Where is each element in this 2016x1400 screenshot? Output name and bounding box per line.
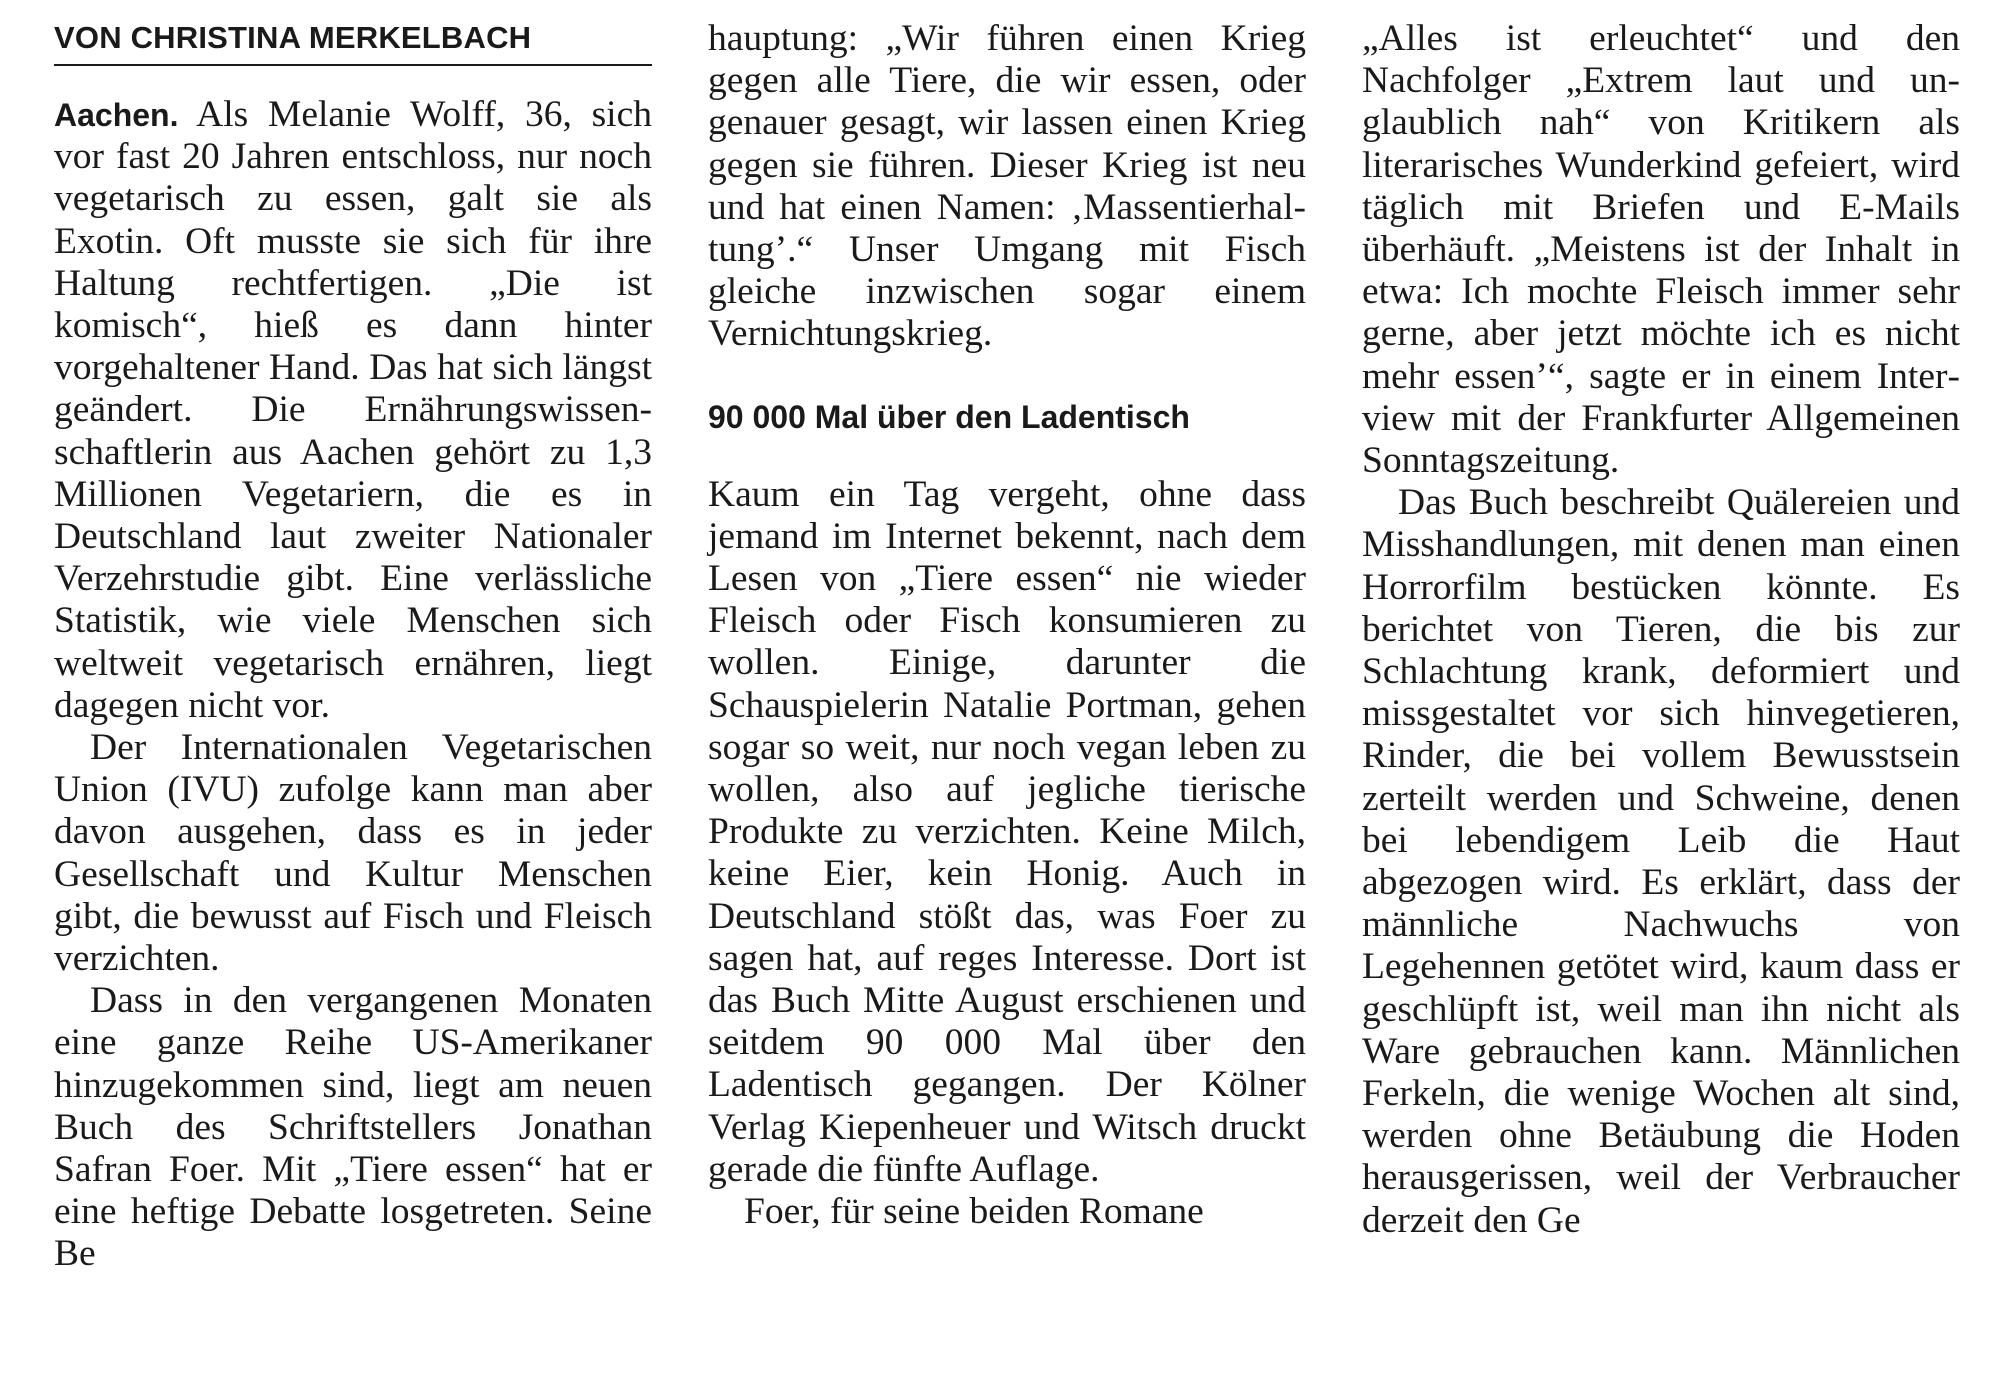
- paragraph-5: Kaum ein Tag vergeht, ohne dass jemand im Internet bekennt, nach dem Lesen von „Tiere essen“ nie wieder Fleisch oder Fisch konsumieren zu wollen. Einige, darunter die Schauspielerin Natalie Portman, gehen sogar so weit, nur noch vegan leben zu wollen, also auf jegliche tierische Produkte zu verzichten. Keine Milch, keine Eier, kein Honig. Auch in Deutschland stößt das, was Foer zu sagen hat, auf reges Interesse. Dort ist das Buch Mitte August erschienen und seitdem 90 000 Mal über den Ladentisch gegangen. Der Kölner Verlag Kiepenheuer und Witsch druckt gerade die fünfte Auflage.: [708, 473, 1306, 1190]
- column-3: [1362, 18, 1960, 1242]
- dateline: Aachen.: [54, 97, 179, 133]
- paragraph-7: „Alles ist erleuchtet“ und den Nachfolger „Extrem laut und unglaublich nah“ von Kritikern als literarisches Wunderkind gefeiert, wird täglich mit Briefen und E-Mails überhäuft. „Meistens ist der Inhalt in etwa: Ich mochte Fleisch immer sehr gerne, aber jetzt möchte ich es nicht mehr essen’“, sagte er in einem Interview mit der Frankfurter Allgemeinen Sonntagszeitung.: [1362, 18, 1960, 482]
- paragraph-1-text: Als Melanie Wolff, 36, sich vor fast 20 Jahren entschloss, nur noch vegetarisch zu essen, galt sie als Exotin. Oft musste sie sich für ihre Haltung rechtfertigen. „Die ist komisch“, hieß es dann hinter vorgehaltener Hand. Das hat sich längst geändert. Die Ernährungswissenschaftlerin aus Aachen gehört zu 1,3 Millionen Vegetariern, die es in Deutschland laut zweiter Nationaler Verzehrstudie gibt. Eine verlässliche Statistik, wie viele Menschen sich weltweit vegetarisch ernähren, liegt dagegen nicht vor.: [54, 94, 652, 726]
- paragraph-8: Das Buch beschreibt Quälereien und Misshandlungen, mit denen man einen Horrorfilm bestücken könnte. Es berichtet von Tieren, die bis zur Schlachtung krank, deformiert und missgestaltet vor sich hinvegetieren, Rinder, die bei vollem Bewusstsein zerteilt werden und Schweine, denen bei lebendigem Leib die Haut abgezogen wird. Es erklärt, dass der männliche Nachwuchs von Legehennen getötet wird, kaum dass er geschlüpft ist, weil man ihn nicht als Ware gebrauchen kann. Männlichen Ferkeln, die wenige Wochen alt sind, werden ohne Betäubung die Hoden herausgerissen, weil der Verbraucher derzeit den Ge: [1362, 482, 1960, 1241]
- column-2: [708, 18, 1306, 1233]
- byline: VON CHRISTINA MERKELBACH: [54, 18, 652, 66]
- paragraph-1: [54, 94, 652, 727]
- column-1: [54, 18, 652, 1276]
- subheading: 90 000 Mal über den Ladentisch: [708, 398, 1190, 435]
- paragraph-2: Der Internationalen Vegetarischen Union (IVU) zufolge kann man aber davon ausgehen, dass es in jeder Gesellschaft und Kultur Menschen gibt, die bewusst auf Fisch und Fleisch verzichten.: [54, 727, 652, 980]
- paragraph-6: Foer, für seine beiden Romane: [744, 1191, 1204, 1233]
- paragraph-3: Dass in den vergangenen Monaten eine ganze Reihe US-Amerikaner hinzugekommen sind, liegt am neuen Buch des Schriftstellers Jonathan Safran Foer. Mit „Tiere essen“ hat er eine heftige Debatte losgetreten. Seine Be: [54, 980, 652, 1275]
- paragraph-4: hauptung: „Wir führen einen Krieg gegen alle Tiere, die wir essen, oder genauer gesagt, wir lassen einen Krieg gegen sie führen. Dieser Krieg ist neu und hat einen Namen: ‚Massentierhaltung’.“ Unser Umgang mit Fisch gleiche inzwischen sogar einem Vernichtungskrieg.: [708, 18, 1306, 355]
